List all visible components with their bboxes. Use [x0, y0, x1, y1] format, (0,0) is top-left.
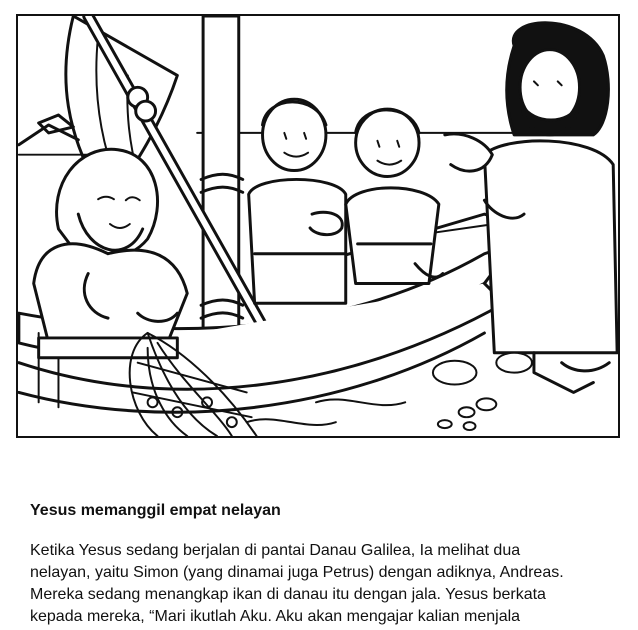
young-fisherman-1 — [249, 99, 346, 303]
fishermen-boat-illustration — [16, 14, 620, 438]
story-section — [30, 500, 620, 628]
bearded-fisherman — [34, 149, 188, 357]
story-title: Yesus memanggil empat nelayan — [30, 502, 281, 519]
mast — [201, 16, 243, 343]
young-fisherman-2 — [346, 109, 443, 283]
story-body: Ketika Yesus sedang berjalan di pantai Danau Galilea, Ia melihat dua nelayan, yaitu Simon (yang dinamai juga Petrus) dengan adiknya, Andreas. Mereka sedang menangkap ikan di danau itu dengan jala. Yesus berkata kepada mereka, “Mari ikutlah Aku. Aku akan mengajar kalian menjala — [30, 542, 564, 625]
jesus-figure — [445, 23, 617, 393]
